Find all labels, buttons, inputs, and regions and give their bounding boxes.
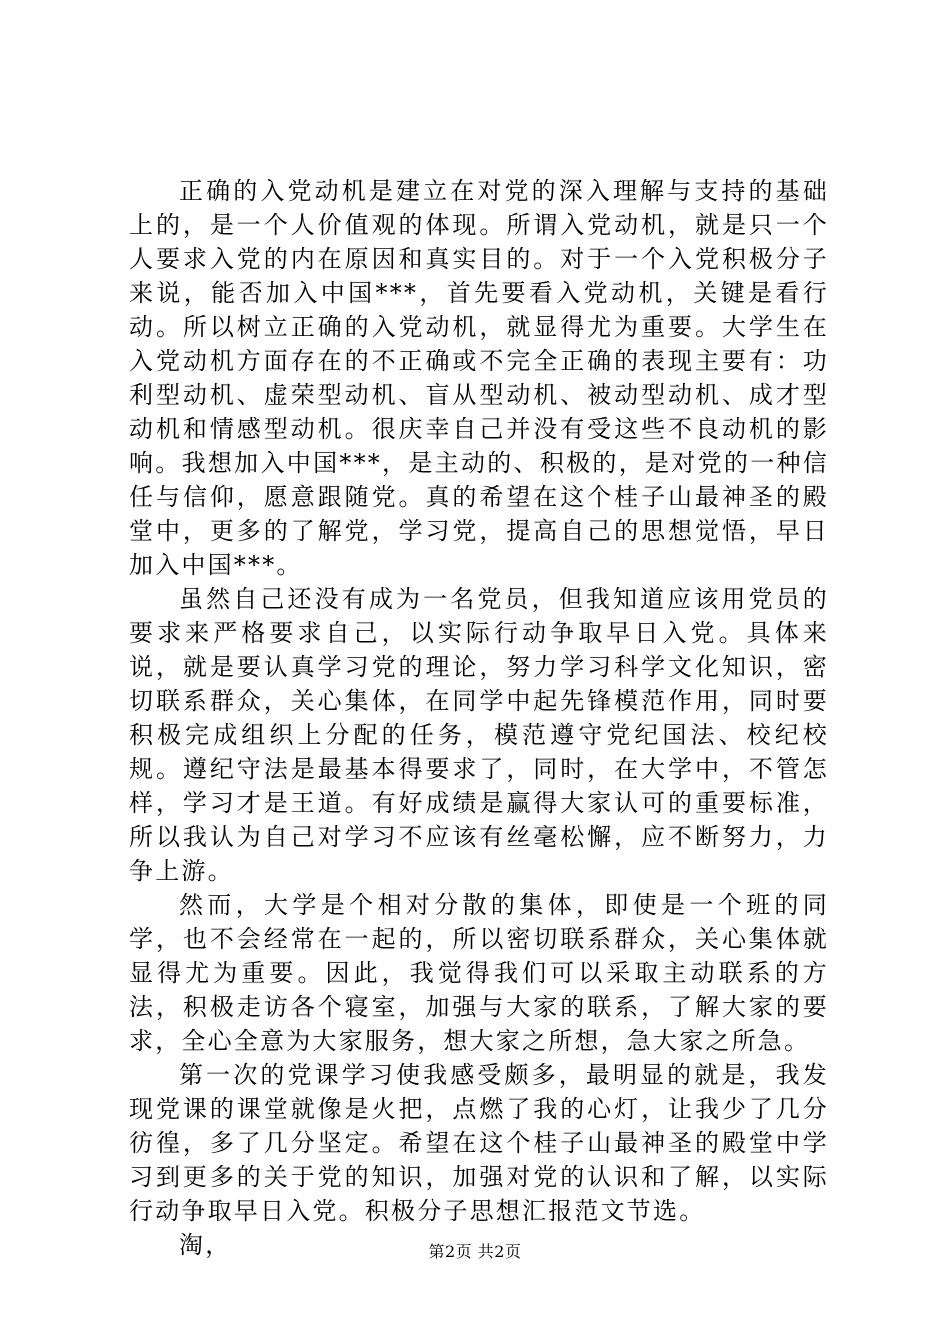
paragraph: 第一次的党课学习使我感受颇多，最明显的就是，我发现党课的课堂就像是火把，点燃了我的心灯，让我少了几分彷徨，多了几分坚定。希望在这个桂子山最神圣的殿堂中学习到更多的关于党的知识，加强对党的认识和了解，以实际行动争取早日入党。积极分子思想汇报范文节选。 <box>129 1061 829 1225</box>
paragraph: 淘， <box>179 1231 232 1259</box>
paragraph: 正确的入党动机是建立在对党的深入理解与支持的基础上的，是一个人价值观的体现。所谓入党动机，就是只一个人要求入党的内在原因和真实目的。对于一个入党积极分子来说，能否加入中国***，首先要看入党动机，关键是看行动。所以树立正确的入党动机，就显得尤为重要。大学生在入党动机方面存在的不正确或不完全正确的表现主要有：功利型动机、虚荣型动机、盲从型动机、被动型动机、成才型动机和情感型动机。很庆幸自己并没有受这些不良动机的影响。我想加入中国***，是主动的、积极的，是对党的一种信任与信仰，愿意跟随党。真的希望在这个桂子山最神圣的殿堂中，更多的了解党，学习党，提高自己的思想觉悟，早日加入中国***。 <box>129 177 829 579</box>
document-body <box>129 174 829 1262</box>
paragraph: 然而，大学是个相对分散的集体，即使是一个班的同学，也不会经常在一起的，所以密切联系群众，关心集体就显得尤为重要。因此，我觉得我们可以采取主动联系的方法，积极走访各个寝室，加强与大家的联系，了解大家的要求，全心全意为大家服务，想大家之所想，急大家之所急。 <box>129 891 829 1055</box>
page-footer: 第2页 共2页 <box>428 1242 522 1261</box>
paragraph: 虽然自己还没有成为一名党员，但我知道应该用党员的要求来严格要求自己，以实际行动争取早日入党。具体来说，就是要认真学习党的理论，努力学习科学文化知识，密切联系群众，关心集体，在同学中起先锋模范作用，同时要积极完成组织上分配的任务，模范遵守党纪国法、校纪校规。遵纪守法是最基本得要求了，同时，在大学中，不管怎样，学习才是王道。有好成绩是赢得大家认可的重要标准，所以我认为自己对学习不应该有丝毫松懈，应不断努力，力争上游。 <box>129 585 829 885</box>
